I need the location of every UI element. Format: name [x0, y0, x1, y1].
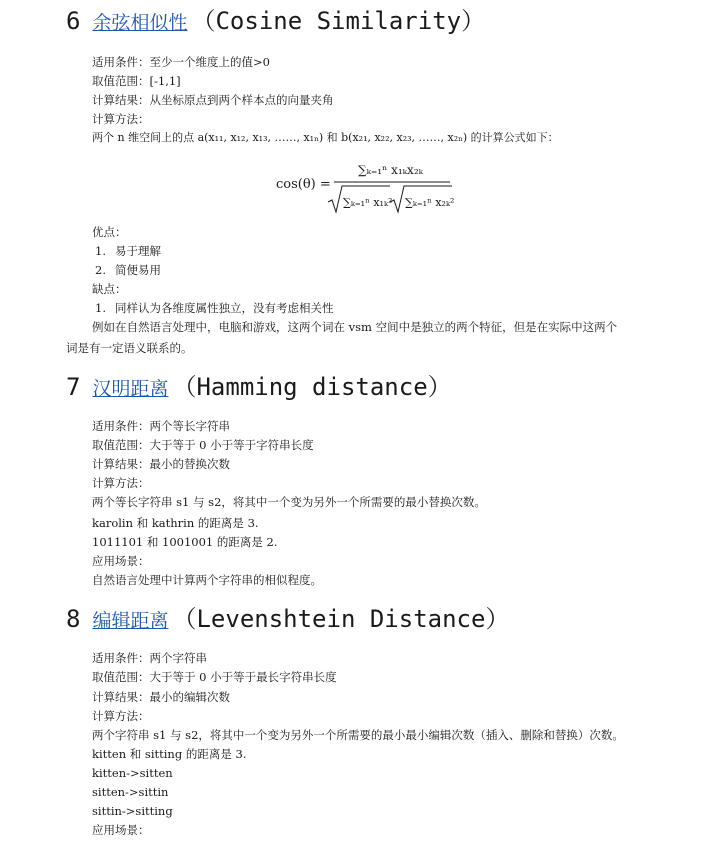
- section-6-heading: [66, 6, 485, 38]
- section-number: 8: [66, 605, 81, 633]
- text-line: 计算方法：: [92, 709, 150, 723]
- text-line: 两个字符串 s1 与 s2，将其中一个变为另外一个所需要的最小最小编辑次数（插入、删除和替换）次数。: [92, 728, 624, 742]
- formula-denominator-right: ∑ₖ₌₁ⁿ x₂ₖ²: [405, 196, 455, 209]
- text-line: 自然语言处理中计算两个字符串的相似程度。: [92, 573, 322, 587]
- text-line: 适用条件：两个等长字符串: [92, 419, 230, 433]
- section-8-heading: [66, 604, 509, 636]
- text-line: kitten 和 sitting 的距离是 3.: [92, 747, 247, 761]
- text-line: 1011101 和 1001001 的距离是 2.: [92, 535, 278, 549]
- formula-lhs: cos(θ) =: [276, 177, 331, 192]
- text-line: 应用场景：: [92, 823, 150, 837]
- pros-label: 优点：: [92, 225, 127, 239]
- section-title-english: （Cosine Similarity）: [191, 7, 486, 35]
- formula-numerator: ∑ₖ₌₁ⁿ x₁ₖx₂ₖ: [358, 163, 424, 177]
- section-number: 6: [66, 7, 81, 35]
- text-line: 两个等长字符串 s1 与 s2，将其中一个变为另外一个所需要的最小替换次数。: [92, 495, 486, 509]
- note-line: 词是有一定语义联系的。: [66, 341, 193, 355]
- cosine-formula: [276, 158, 466, 218]
- formula-intro: 两个 n 维空间上的点 a(x₁₁, x₁₂, x₁₃, ……, x₁ₙ) 和 b(x₂₁, x₂₂, x₂₃, ……, x₂ₙ) 的计算公式如下：: [92, 131, 559, 144]
- section-title-link[interactable]: 编辑距离: [92, 610, 169, 632]
- text-line: kitten->sitten: [92, 766, 173, 780]
- section-title-english: （Levenshtein Distance）: [172, 605, 510, 633]
- text-line: 取值范围：大于等于 0 小于等于最长字符串长度: [92, 670, 337, 684]
- section-title-english: （Hamming distance）: [172, 373, 452, 401]
- note-line: 例如在自然语言处理中，电脑和游戏，这两个词在 vsm 空间中是独立的两个特征，但是在实际中这两个: [92, 320, 618, 334]
- text-line: 计算结果：最小的编辑次数: [92, 690, 230, 704]
- formula-denominator-left: ∑ₖ₌₁ⁿ x₁ₖ²: [343, 196, 393, 209]
- list-item: 2. 简便易用: [95, 263, 161, 277]
- section-7-heading: [66, 372, 452, 404]
- text-line: 应用场景：: [92, 554, 150, 568]
- section-title-link[interactable]: 余弦相似性: [92, 12, 188, 34]
- text-line: sitten->sittin: [92, 785, 169, 799]
- text-line: 适用条件：至少一个维度上的值>0: [92, 55, 270, 69]
- list-item: 1. 同样认为各维度属性独立，没有考虑相关性: [95, 301, 334, 315]
- text-line: 计算结果：最小的替换次数: [92, 457, 230, 471]
- list-item: 1. 易于理解: [95, 244, 161, 258]
- text-line: 取值范围：大于等于 0 小于等于字符串长度: [92, 438, 314, 452]
- text-line: 计算方法：: [92, 112, 150, 126]
- text-line: 计算方法：: [92, 476, 150, 490]
- text-line: 计算结果：从坐标原点到两个样本点的向量夹角: [92, 93, 334, 107]
- text-line: sittin->sitting: [92, 804, 173, 818]
- text-line: 取值范围：[-1,1]: [92, 74, 181, 88]
- section-number: 7: [66, 373, 81, 401]
- text-line: 适用条件：两个字符串: [92, 651, 207, 665]
- text-line: karolin 和 kathrin 的距离是 3.: [92, 516, 259, 530]
- section-title-link[interactable]: 汉明距离: [92, 378, 169, 400]
- cons-label: 缺点：: [92, 282, 127, 296]
